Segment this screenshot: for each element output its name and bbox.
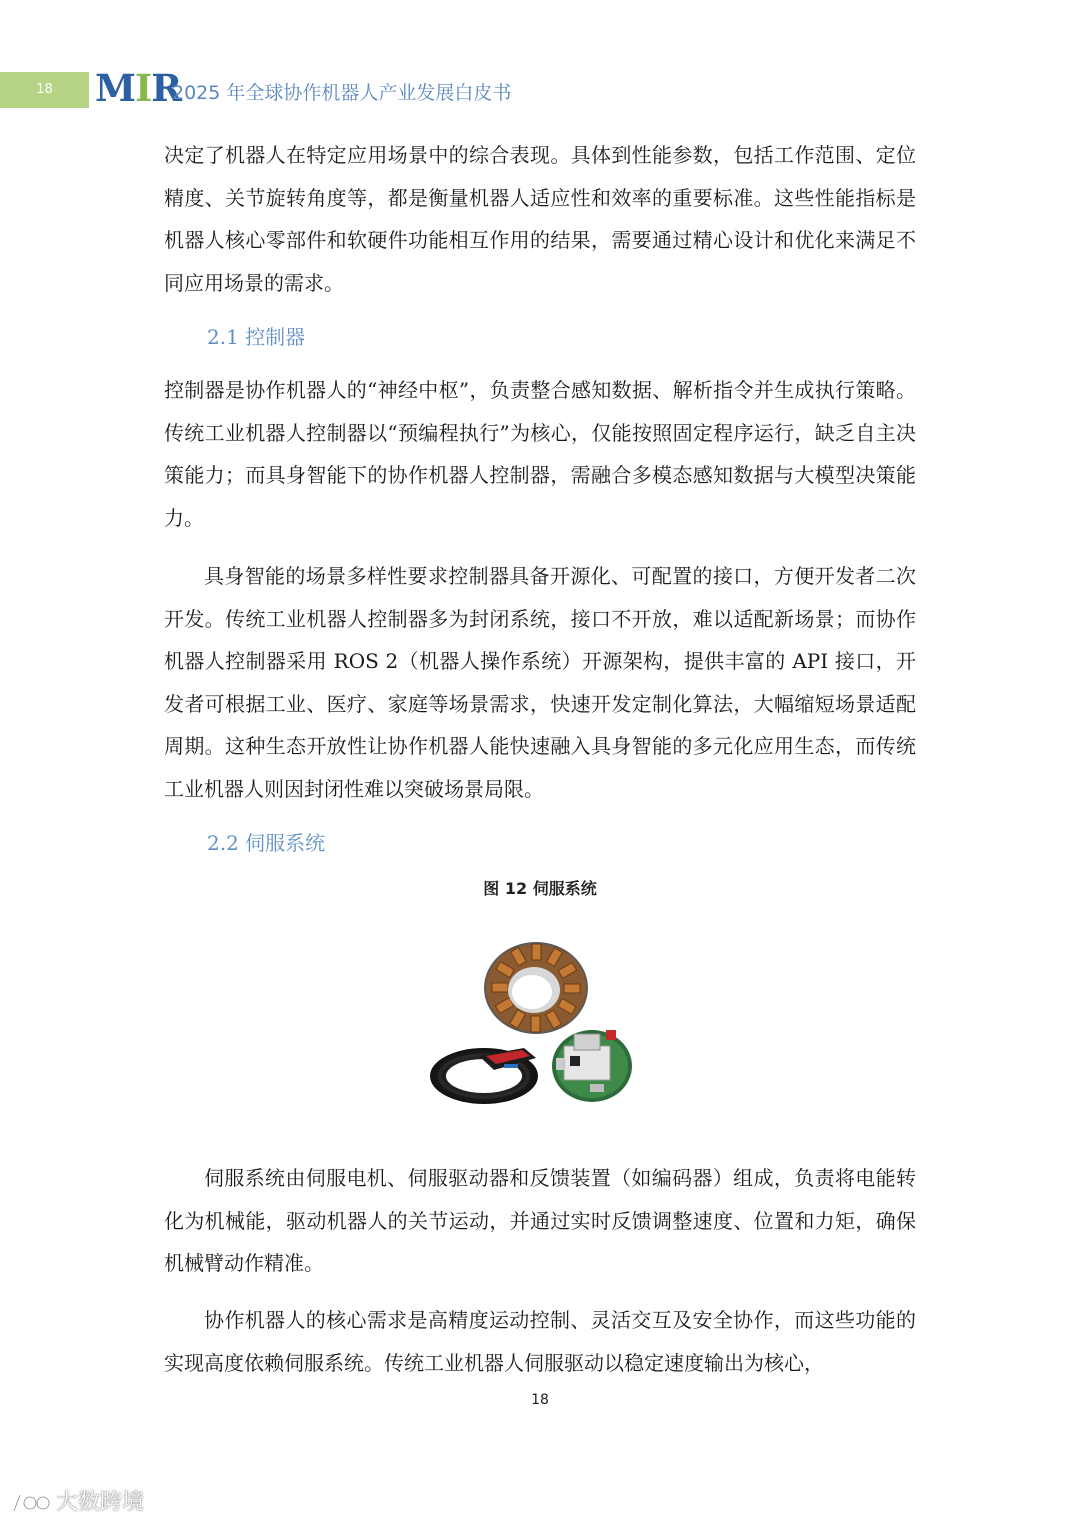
header-page-number: 18 bbox=[36, 82, 53, 97]
watermark-text: 大数跨境 bbox=[56, 1490, 145, 1515]
paragraph-servo-requirements: 协作机器人的核心需求是高精度运动控制、灵活交互及安全协作，而这些功能的实现高度依赖伺服系统。传统工业机器人伺服驱动以稳定速度输出为核心， bbox=[164, 1308, 916, 1375]
section-heading-servo: 2.2 伺服系统 bbox=[207, 831, 326, 855]
watermark bbox=[10, 1486, 144, 1520]
driver-board-icon bbox=[552, 1030, 632, 1102]
paragraph-intro: 决定了机器人在特定应用场景中的综合表现。具体到性能参数，包括工作范围、定位精度、关节旋转角度等，都是衡量机器人适应性和效率的重要标准。这些性能指标是机器人核心零部件和软硬件功能相互作用的结果，需要通过精心设计和优化来满足不同应用场景的需求。 bbox=[164, 143, 916, 295]
paragraph-servo-definition: 伺服系统由伺服电机、伺服驱动器和反馈装置（如编码器）组成，负责将电能转化为机械能，驱动机器人的关节运动，并通过实时反馈调整速度、位置和力矩，确保机械臂动作精准。 bbox=[164, 1166, 916, 1275]
document-title: 2025 年全球协作机器人产业发展白皮书 bbox=[172, 82, 512, 104]
footer-page-number: 18 bbox=[531, 1392, 549, 1408]
encoder-ring-icon bbox=[430, 1048, 538, 1104]
mir-logo: MIR bbox=[95, 66, 182, 110]
servo-system-figure bbox=[424, 938, 644, 1118]
section-heading-controller: 2.1 控制器 bbox=[207, 325, 306, 349]
figure-caption: 图 12 伺服系统 bbox=[483, 879, 597, 898]
servo-motor-stator-icon bbox=[484, 942, 588, 1034]
paragraph-open-interface: 具身智能的场景多样性要求控制器具备开源化、可配置的接口，方便开发者二次开发。传统工业机器人控制器多为封闭系统，接口不开放，难以适配新场景；而协作机器人控制器采用 ROS 2（机器人操作系统）开源架构，提供丰富的 API 接口，开发者可根据工业、医疗、家庭等场景需求，快速开发定制化算法，大幅缩短场景适配周期。这种生态开放性让协作机器人能快速融入具身智能的多元化应用生态，而传统工业机器人则因封闭性难以突破场景局限。 bbox=[164, 564, 916, 801]
paragraph-controller: 控制器是协作机器人的“神经中枢”，负责整合感知数据、解析指令并生成执行策略。传统工业机器人控制器以“预编程执行”为核心，仅能按照固定程序运行，缺乏自主决策能力；而具身智能下的协作机器人控制器，需融合多模态感知数据与大模型决策能力。 bbox=[164, 378, 916, 530]
watermark-logo-icon bbox=[10, 1489, 52, 1517]
